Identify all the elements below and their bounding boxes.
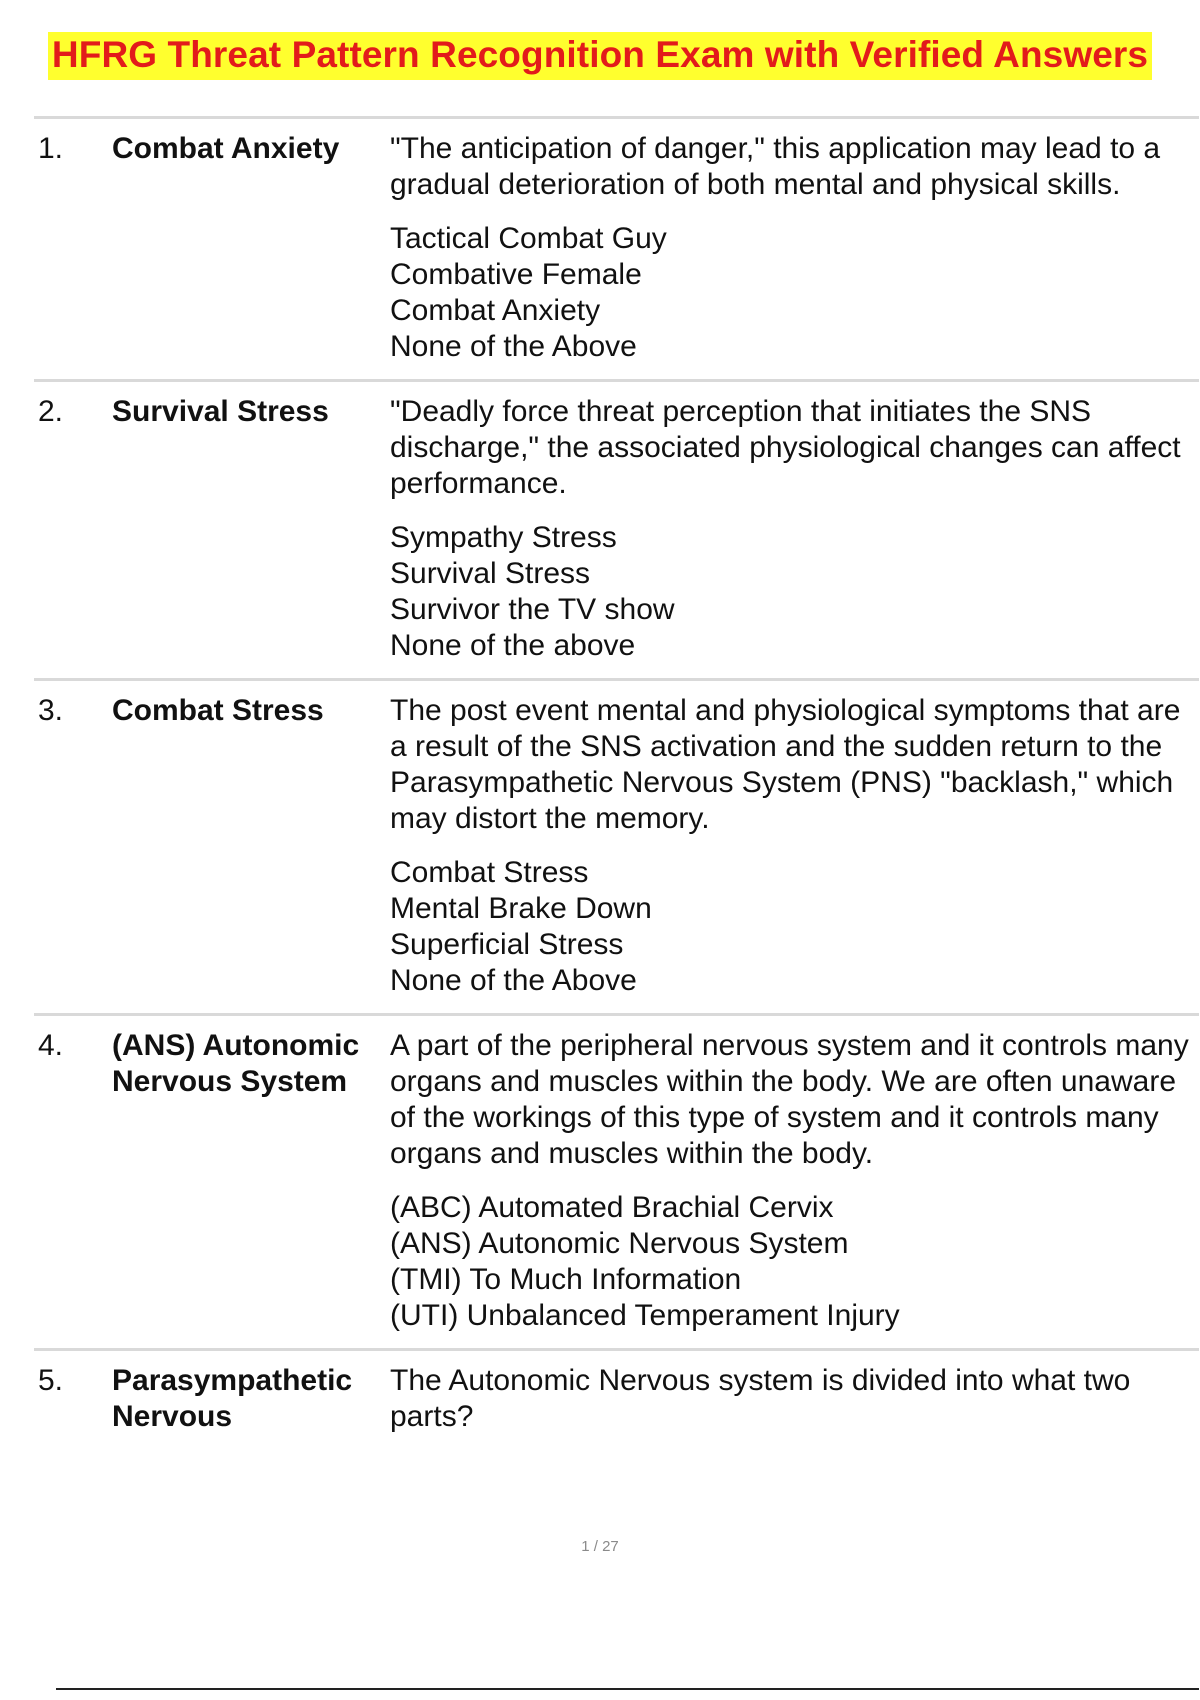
question-number: 2.: [38, 395, 64, 428]
answer-option: Combat Stress: [390, 856, 589, 889]
answer-option: None of the Above: [390, 964, 637, 997]
question-number: 4.: [38, 1029, 64, 1062]
question-number: 1.: [38, 132, 64, 165]
question-definition: The Autonomic Nervous system is divided into what two parts?: [390, 1364, 1131, 1433]
question-row-2: [34, 379, 1199, 678]
answer-option: Survivor the TV show: [390, 593, 675, 626]
question-definition: "The anticipation of danger," this application may lead to a gradual deterioration of both mental and physical skills.: [390, 132, 1161, 201]
answer-option: Mental Brake Down: [390, 892, 652, 925]
question-row-3: [34, 678, 1199, 1013]
answer-option: Combative Female: [390, 258, 642, 291]
question-body: [380, 131, 1199, 365]
answer-option: (ABC) Automated Brachial Cervix: [390, 1191, 834, 1224]
question-term: Combat Stress: [112, 694, 324, 727]
answer-option: Tactical Combat Guy: [390, 222, 667, 255]
answer-option: None of the above: [390, 629, 636, 662]
question-row-5: [34, 1348, 1199, 1453]
question-body: [380, 1363, 1199, 1453]
answer-options: [390, 520, 1195, 664]
question-term: (ANS) Autonomic Nervous System: [112, 1029, 360, 1098]
question-term: Combat Anxiety: [112, 132, 340, 165]
answer-option: (UTI) Unbalanced Temperament Injury: [390, 1299, 900, 1332]
question-number: 5.: [38, 1364, 64, 1397]
question-definition: "Deadly force threat perception that initiates the SNS discharge," the associated physiological changes can affect performance.: [390, 395, 1181, 500]
question-term: Survival Stress: [112, 395, 329, 428]
answer-options: [390, 221, 1195, 365]
answer-option: None of the Above: [390, 330, 637, 363]
question-row-1: [34, 116, 1199, 379]
question-number: 3.: [38, 694, 64, 727]
answer-options: [390, 855, 1195, 999]
answer-option: (TMI) To Much Information: [390, 1263, 742, 1296]
question-definition: The post event mental and physiological symptoms that are a result of the SNS activation and the sudden return to the Parasympathetic Nervous System (PNS) "backlash," which may distort the memory.: [390, 694, 1181, 835]
page-indicator: 1 / 27: [581, 1538, 619, 1555]
answer-option: Sympathy Stress: [390, 521, 617, 554]
question-body: [380, 1028, 1199, 1334]
question-row-4: [34, 1013, 1199, 1348]
bottom-divider: [56, 1688, 1199, 1690]
question-term: Parasympathetic Nervous: [112, 1364, 353, 1433]
page-title: HFRG Threat Pattern Recognition Exam with Verified Answers: [48, 32, 1152, 80]
answer-option: Combat Anxiety: [390, 294, 601, 327]
question-body: [380, 693, 1199, 999]
question-list: [34, 116, 1199, 1453]
answer-option: Superficial Stress: [390, 928, 624, 961]
title-container: [0, 32, 1200, 80]
question-body: [380, 394, 1199, 664]
answer-options: [390, 1190, 1195, 1334]
answer-option: Survival Stress: [390, 557, 591, 590]
question-definition: A part of the peripheral nervous system and it controls many organs and muscles within the body. We are often unaware of the workings of this type of system and it controls many organs and muscles within the body.: [390, 1029, 1189, 1170]
answer-option: (ANS) Autonomic Nervous System: [390, 1227, 849, 1260]
